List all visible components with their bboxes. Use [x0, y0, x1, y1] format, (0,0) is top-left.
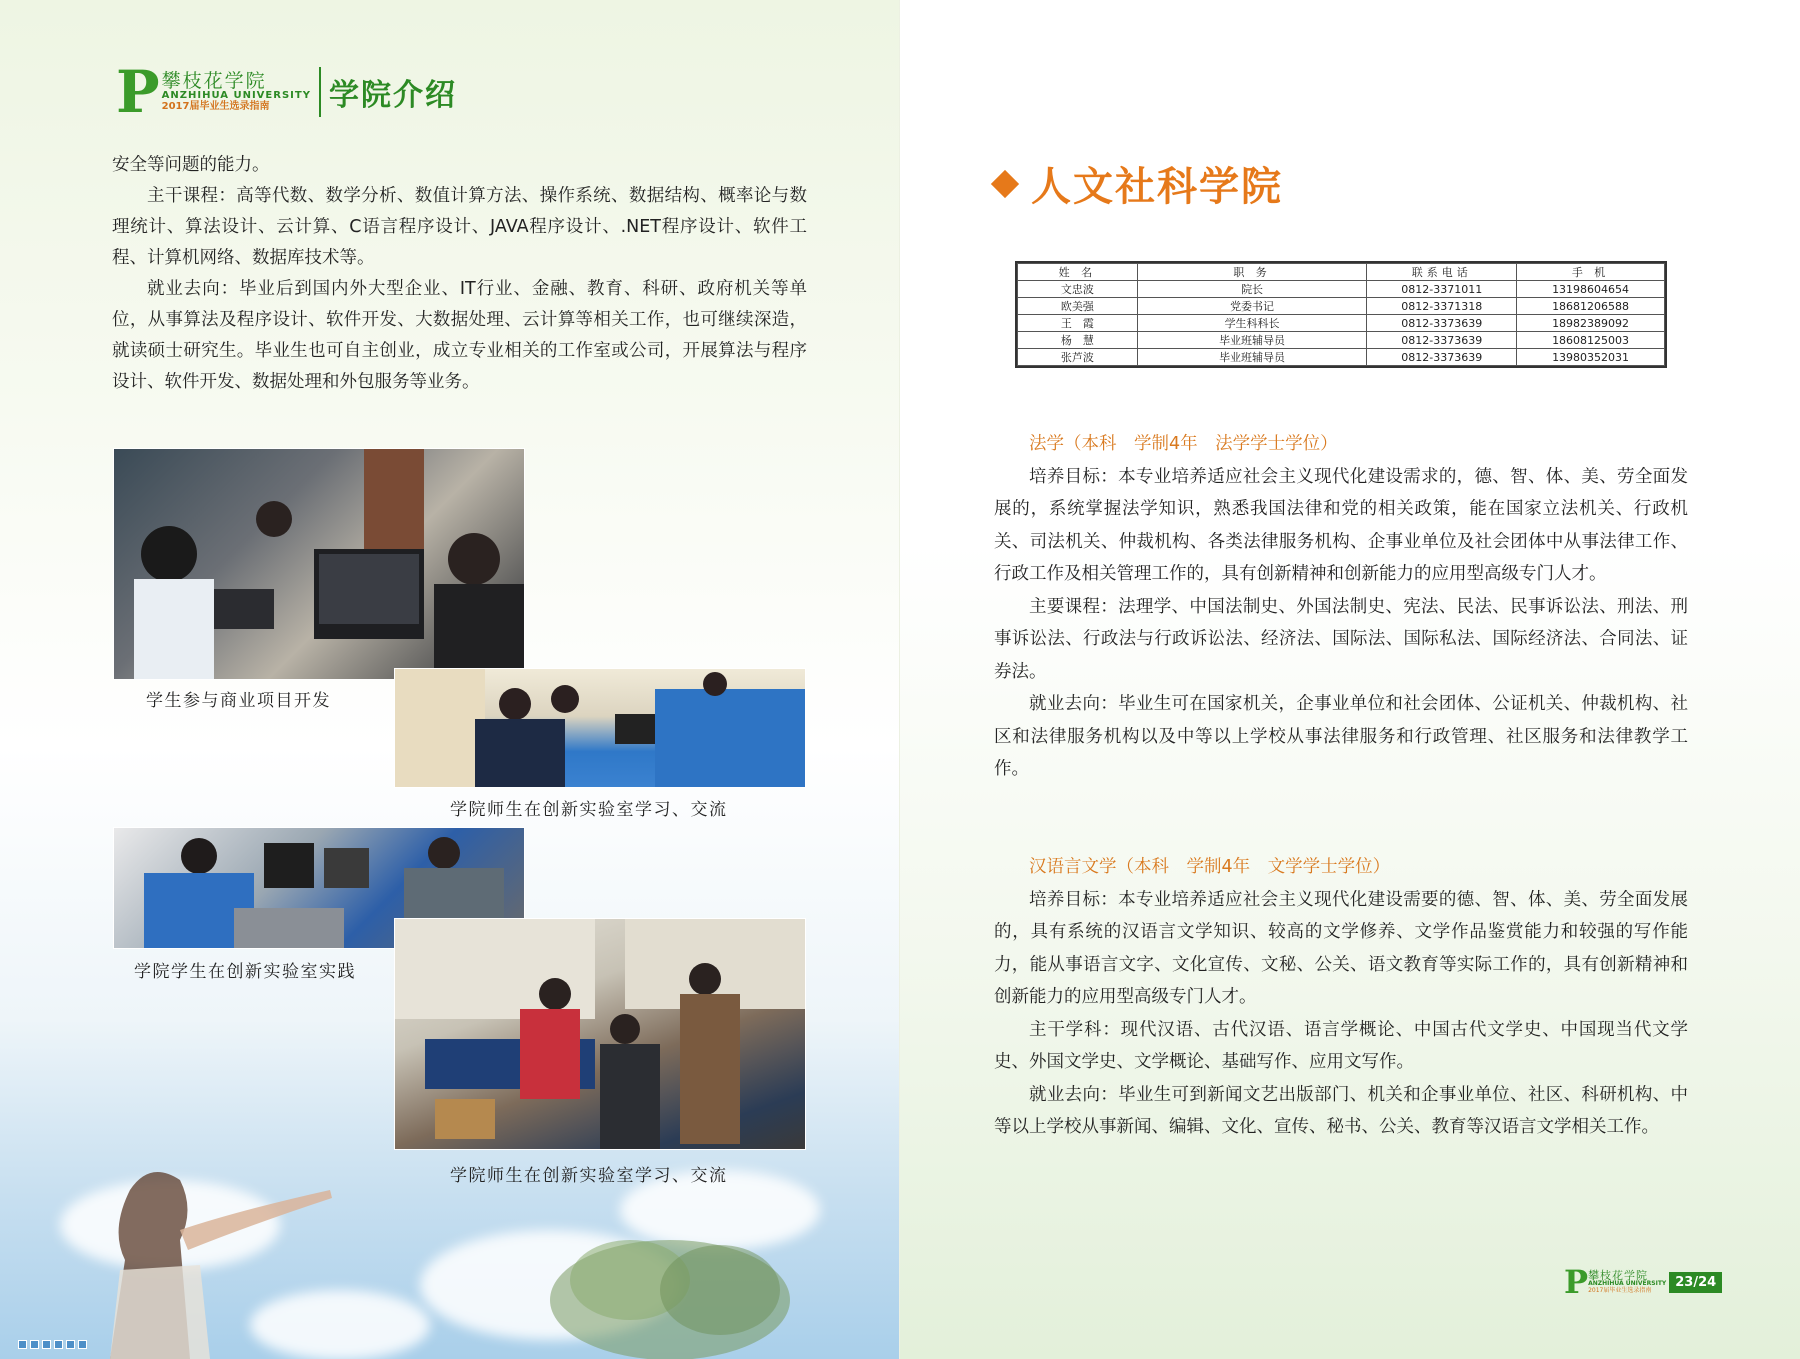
major-heading: 汉语言文学（本科 学制4年 文学学士学位） — [1029, 857, 1391, 877]
logo-letter: P — [116, 58, 160, 126]
paragraph: 安全等问题的能力。 — [112, 155, 270, 175]
left-body-text — [112, 150, 807, 398]
section-title: 学院介绍 — [328, 78, 457, 113]
table-header: 职 务 — [1137, 264, 1367, 281]
table-cell: 18608125003 — [1517, 332, 1665, 349]
table-cell: 院长 — [1137, 281, 1367, 298]
photo-caption: 学生参与商业项目开发 — [146, 691, 331, 711]
logo-english-name: ANZHIHUA UNIVERSITY — [161, 90, 311, 102]
photo-students-commercial-project — [113, 448, 525, 680]
staff-contact-table — [1017, 263, 1665, 366]
paragraph: 培养目标：本专业培养适应社会主义现代化建设需要的德、智、体、美、劳全面发展的，具有系统的汉语言文学知识、较高的文学修养、文学作品鉴赏能力和较强的写作能力，能从事语言文字、文化宣传、文秘、公关、语文教育等实际工作的，具有创新精神和创新能力的应用型高级专门人才。 — [994, 889, 1688, 1007]
table-cell: 党委书记 — [1137, 298, 1367, 315]
table-cell: 0812-3371011 — [1367, 281, 1517, 298]
paragraph: 就业去向：毕业生可到新闻文艺出版部门、机关和企事业单位、社区、科研机构、中等以上学校从事新闻、编辑、文化、宣传、秘书、公关、教育等汉语言文学相关工作。 — [994, 1084, 1688, 1137]
diamond-bullet-icon — [991, 169, 1019, 197]
paragraph: 主干学科：现代汉语、古代汉语、语言学概论、中国古代文学史、中国现当代文学史、外国文学史、文学概论、基础写作、应用文写作。 — [994, 1019, 1688, 1072]
college-heading — [995, 155, 1283, 212]
table-header-row — [1018, 264, 1665, 281]
major-law — [994, 428, 1688, 786]
table-cell: 0812-3371318 — [1367, 298, 1517, 315]
table-cell: 0812-3373639 — [1367, 332, 1517, 349]
tree-decoration — [540, 1230, 800, 1359]
footer-logo-english-name: ANZHIHUA UNIVERSITY — [1588, 1280, 1667, 1288]
table-cell: 18982389092 — [1517, 315, 1665, 332]
table-cell: 张芦波 — [1018, 349, 1138, 366]
table-row — [1018, 315, 1665, 332]
photo-illustration — [114, 449, 525, 680]
table-cell: 学生科科长 — [1137, 315, 1367, 332]
footer-logo-letter: P — [1564, 1263, 1589, 1301]
paragraph: 就业去向：毕业后到国内外大型企业、IT行业、金融、教育、科研、政府机关等单位，从事算法及程序设计、软件开发、大数据处理、云计算等相关工作，也可继续深造，就读硕士研究生。毕业生也可自主创业，成立专业相关的工作室或公司，开展算法与程序设计、软件开发、数据处理和外包服务等业务。 — [112, 279, 807, 392]
paragraph: 就业去向：毕业生可在国家机关，企事业单位和社会团体、公证机关、仲裁机构、社区和法律服务机构以及中等以上学校从事法律服务和行政管理、社区服务和法律教学工作。 — [994, 694, 1688, 779]
page-number: 23/24 — [1669, 1272, 1722, 1293]
photo-caption: 学院师生在创新实验室学习、交流 — [450, 800, 728, 820]
table-row — [1018, 349, 1665, 366]
paragraph: 主干课程：高等代数、数学分析、数值计算方法、操作系统、数据结构、概率论与数理统计、算法设计、云计算、C语言程序设计、JAVA程序设计、.NET程序设计、软件工程、计算机网络、数据库技术等。 — [112, 186, 807, 268]
university-logo — [116, 58, 457, 126]
table-cell: 13980352031 — [1517, 349, 1665, 366]
major-chinese-literature — [994, 851, 1688, 1144]
girl-silhouette-decoration — [70, 1150, 350, 1359]
footer-logo — [1564, 1263, 1722, 1301]
paragraph: 主要课程：法理学、中国法制史、外国法制史、宪法、民法、民事诉讼法、刑法、刑事诉讼法、行政法与行政诉讼法、经济法、国际法、国际私法、国际经济法、合同法、证券法。 — [994, 596, 1688, 682]
table-row — [1018, 332, 1665, 349]
logo-chinese-name: 攀枝花学院 — [161, 69, 267, 92]
paragraph: 培养目标：本专业培养适应社会主义现代化建设需求的，德、智、体、美、劳全面发展的，系统掌握法学知识，熟悉我国法律和党的相关政策，能在国家立法机关、行政机关、司法机关、仲裁机构、各类法律服务机构、企事业单位及社会团体中从事法律工作、行政工作及相关管理工作的，具有创新精神和创新能力的应用型高级专门人才。 — [994, 466, 1688, 584]
college-name: 人文社科学院 — [1031, 164, 1283, 210]
logo-subtitle: 2017届毕业生选录指南 — [161, 100, 270, 112]
footer-logo-subtitle: 2017届毕业生选录指南 — [1588, 1286, 1652, 1294]
table-cell: 13198604654 — [1517, 281, 1665, 298]
logo-divider — [319, 67, 321, 117]
photo-innovation-lab-exchange — [394, 918, 806, 1150]
table-cell: 0812-3373639 — [1367, 315, 1517, 332]
table-cell: 毕业班辅导员 — [1137, 349, 1367, 366]
table-header: 手 机 — [1517, 264, 1665, 281]
table-cell: 毕业班辅导员 — [1137, 332, 1367, 349]
table-cell: 18681206588 — [1517, 298, 1665, 315]
footer-logo-chinese-name: 攀枝花学院 — [1588, 1268, 1649, 1282]
table-row — [1018, 298, 1665, 315]
photo-illustration — [395, 669, 806, 788]
photo-illustration — [395, 919, 806, 1150]
table-cell: 杨 慧 — [1018, 332, 1138, 349]
photo-caption: 学院学生在创新实验室实践 — [134, 962, 356, 982]
table-row — [1018, 281, 1665, 298]
photo-caption: 学院师生在创新实验室学习、交流 — [450, 1166, 728, 1186]
photo-innovation-lab-discussion — [394, 668, 806, 788]
table-header: 姓 名 — [1018, 264, 1138, 281]
major-heading: 法学（本科 学制4年 法学学士学位） — [1029, 434, 1338, 454]
table-cell: 王 霞 — [1018, 315, 1138, 332]
table-header: 联系电话 — [1367, 264, 1517, 281]
page-dots-decoration — [18, 1340, 87, 1349]
table-cell: 欧美强 — [1018, 298, 1138, 315]
table-cell: 文忠波 — [1018, 281, 1138, 298]
table-cell: 0812-3373639 — [1367, 349, 1517, 366]
